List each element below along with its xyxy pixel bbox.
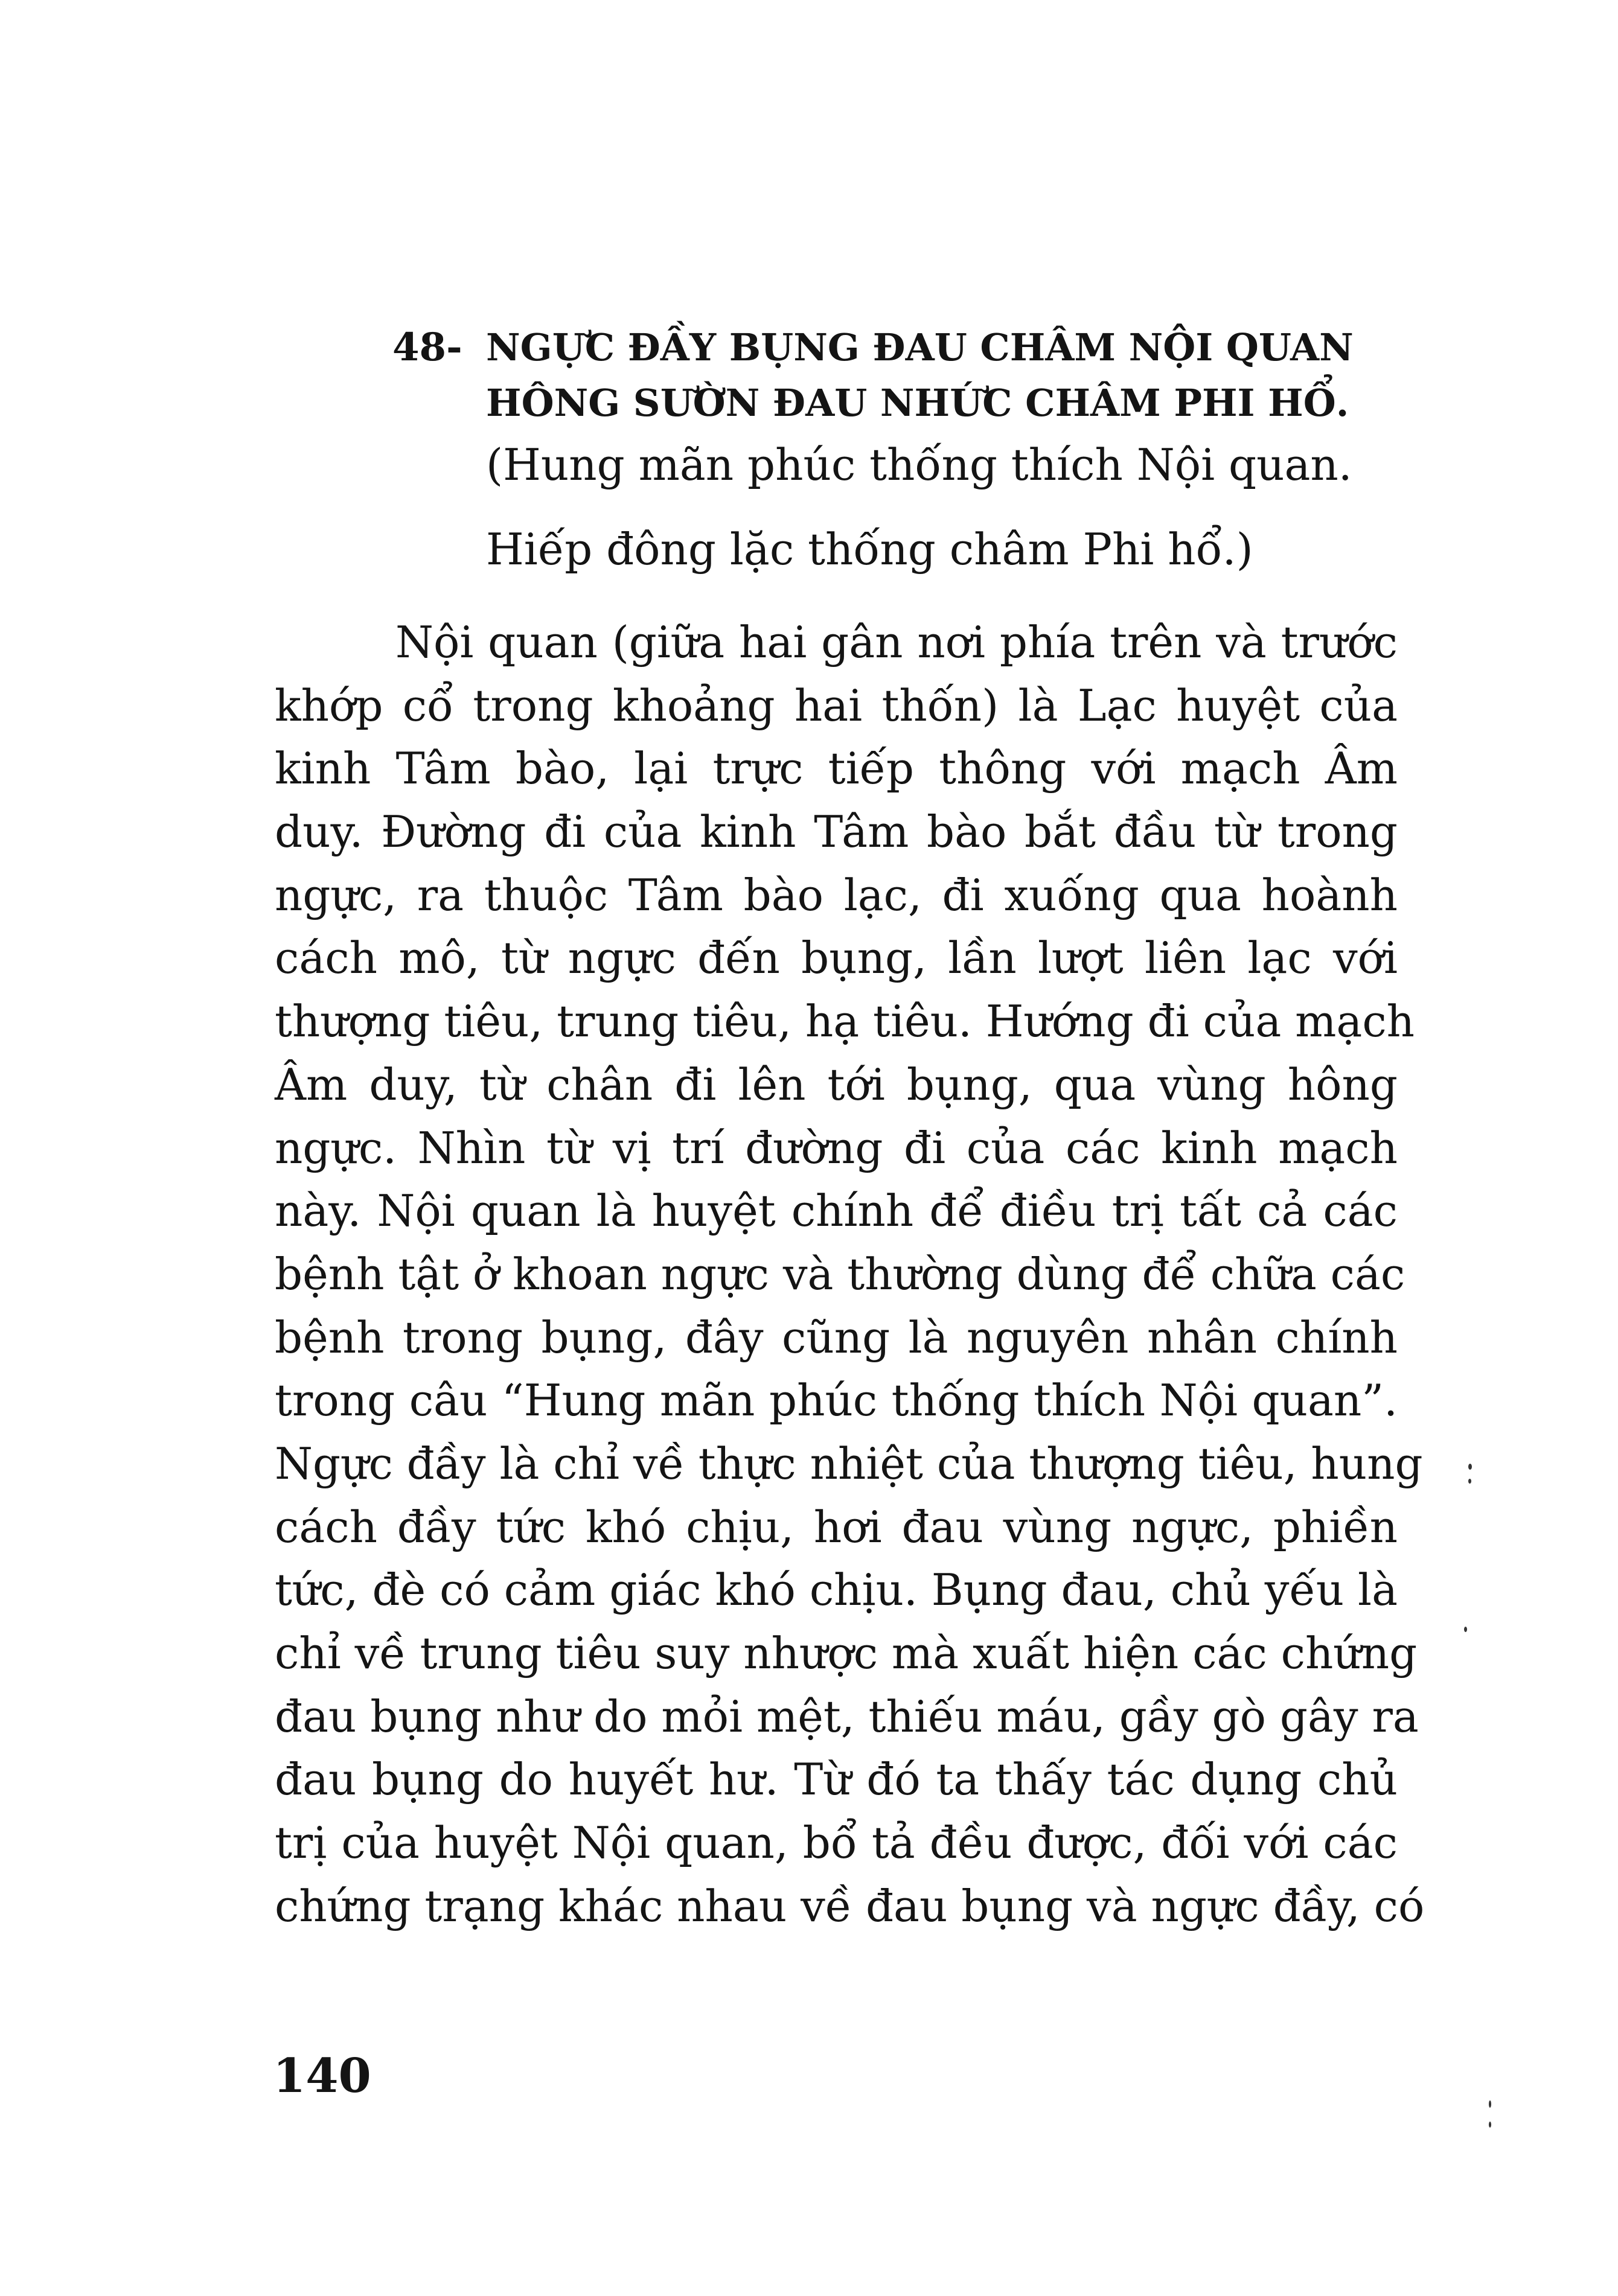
- body-line: chỉ về trung tiêu suy nhược mà xuất hiện các chứng: [275, 1628, 1418, 1679]
- body-line: đau bụng do huyết hư. Từ đó ta thấy tác dụng chủ: [275, 1754, 1398, 1805]
- body-line: Nội quan (giữa hai gân nơi phía trên và trước: [395, 617, 1398, 668]
- body-line: trị của huyệt Nội quan, bổ tả đều được, đối với các: [275, 1817, 1398, 1869]
- body-line: tức, đè có cảm giác khó chịu. Bụng đau, chủ yếu là: [275, 1564, 1398, 1616]
- subtitle-line-1: (Hung mãn phúc thống thích Nội quan.: [486, 439, 1352, 490]
- body-line: trong câu “Hung mãn phúc thống thích Nội quan”.: [275, 1375, 1398, 1426]
- body-line: bệnh trong bụng, đây cũng là nguyên nhân chính: [275, 1312, 1398, 1363]
- body-line: Ngực đầy là chỉ về thực nhiệt của thượng tiêu, hung: [275, 1438, 1423, 1489]
- section-number: 48-: [392, 325, 462, 370]
- body-paragraph: [275, 611, 1425, 1937]
- body-line: ngực, ra thuộc Tâm bào lạc, đi xuống qua hoành: [275, 869, 1398, 920]
- body-line: cách đầy tức khó chịu, hơi đau vùng ngực, phiền: [275, 1501, 1398, 1552]
- scan-speck: [1464, 1627, 1467, 1632]
- page-number: 140: [273, 2049, 371, 2103]
- body-line: duy. Đường đi của kinh Tâm bào bắt đầu từ trong: [275, 806, 1398, 858]
- body-line: bệnh tật ở khoan ngực và thường dùng để chữa các: [275, 1248, 1405, 1299]
- scan-speck: [1468, 1464, 1472, 1470]
- body-line: Âm duy, từ chân đi lên tới bụng, qua vùng hông: [275, 1059, 1398, 1110]
- scan-speck: [1489, 2122, 1491, 2128]
- scan-speck: [1489, 2100, 1491, 2108]
- heading-line-1: NGỰC ĐẦY BỤNG ĐAU CHÂM NỘI QUAN: [486, 325, 1354, 369]
- body-line: này. Nội quan là huyệt chính để điều trị tất cả các: [275, 1185, 1398, 1237]
- body-line: thượng tiêu, trung tiêu, hạ tiêu. Hướng đi của mạch: [275, 996, 1415, 1047]
- body-line: cách mô, từ ngực đến bụng, lần lượt liên lạc với: [275, 933, 1398, 984]
- subtitle-line-2: Hiếp đông lặc thống châm Phi hổ.): [486, 524, 1253, 575]
- scan-speck: [1468, 1479, 1471, 1484]
- body-line: ngực. Nhìn từ vị trí đường đi của các kinh mạch: [275, 1122, 1398, 1173]
- body-line: chứng trạng khác nhau về đau bụng và ngực đầy, có: [275, 1880, 1425, 1931]
- heading-line-2: HÔNG SƯỜN ĐAU NHỨC CHÂM PHI HỔ.: [486, 381, 1349, 425]
- body-line: đau bụng như do mỏi mệt, thiếu máu, gầy gò gây ra: [275, 1691, 1419, 1742]
- body-line: khớp cổ trong khoảng hai thốn) là Lạc huyệt của: [275, 680, 1398, 731]
- body-line: kinh Tâm bào, lại trực tiếp thông với mạch Âm: [275, 743, 1398, 794]
